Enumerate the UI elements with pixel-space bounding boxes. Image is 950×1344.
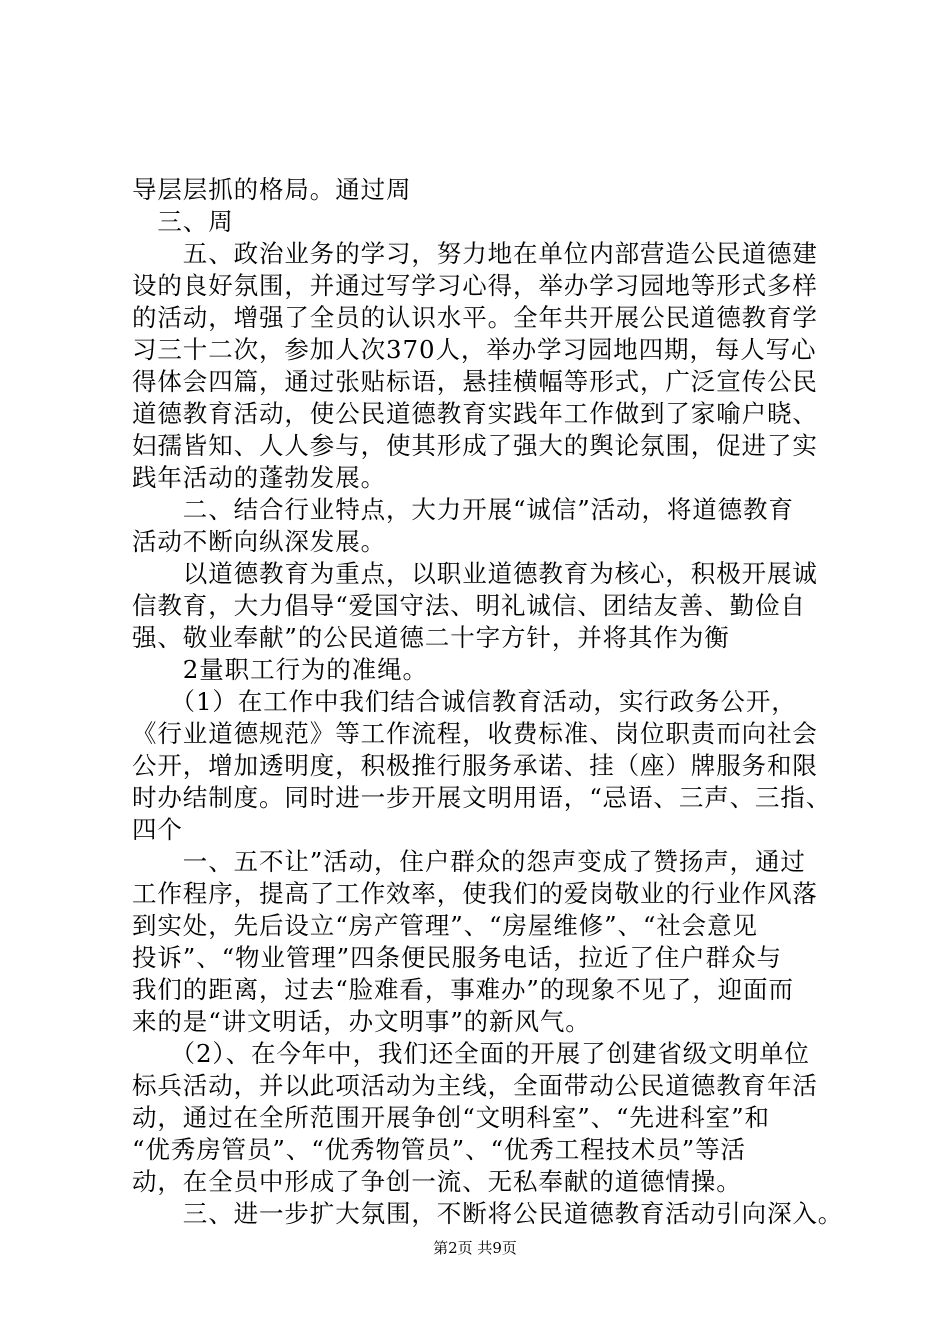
text-line: 四个 [132,815,183,844]
text-line: 三、进一步扩大氛围，不断将公民道德教育活动引向深入。 [132,1199,844,1228]
text-line: 到实处，先后设立“房产管理”、“房屋维修”、“社会意见 [132,911,758,940]
text-line: 习三十二次，参加人次370人，举办学习园地四期，每人写心 [132,335,817,364]
text-line: 我们的距离，过去“脸难看，事难办”的现象不见了，迎面而 [132,975,794,1004]
text-line: 得体会四篇，通过张贴标语，悬挂横幅等形式，广泛宣传公民 [132,367,818,396]
text-line: （1）在工作中我们结合诚信教育活动，实行政务公开， [132,687,797,716]
text-line: 一、五不让”活动，住户群众的怨声变成了赞扬声，通过 [132,847,806,876]
text-line: 2量职工行为的准绳。 [132,655,428,684]
text-line: 以道德教育为重点，以职业道德教育为核心，积极开展诚 [132,559,818,588]
text-line: 公开，增加透明度，积极推行服务承诺、挂（座）牌服务和限 [132,751,818,780]
text-line: 《行业道德规范》等工作流程，收费标准、岗位职责而向社会 [132,719,818,748]
text-line: 标兵活动，并以此项活动为主线，全面带动公民道德教育年活 [132,1071,818,1100]
text-line: “优秀房管员”、“优秀物管员”、“优秀工程技术员”等活 [132,1135,746,1164]
text-line: 妇孺皆知、人人参与，使其形成了强大的舆论氛围，促进了实 [132,431,818,460]
text-line: 活动不断向纵深发展。 [132,527,386,556]
text-line: 设的良好氛围，并通过写学习心得，举办学习园地等形式多样 [132,271,818,300]
text-line: 道德教育活动，使公民道德教育实践年工作做到了家喻户晓、 [132,399,818,428]
text-line: 来的是“讲文明话，办文明事”的新风气。 [132,1007,591,1036]
text-line: 三、周 [132,207,234,236]
text-line: 五、政治业务的学习，努力地在单位内部营造公民道德建 [132,239,818,268]
text-line: 动，通过在全所范围开展争创“文明科室”、“先进科室”和 [132,1103,770,1132]
text-line: 信教育，大力倡导“爱国守法、明礼诚信、团结友善、勤俭自 [132,591,806,620]
text-line: 二、结合行业特点，大力开展“诚信”活动，将道德教育 [132,495,794,524]
text-line: 时办结制度。同时进一步开展文明用语，“忌语、三声、三指、 [132,783,832,812]
text-line: 强、敬业奉献”的公民道德二十字方针，并将其作为衡 [132,623,730,652]
text-line: 动，在全员中形成了争创一流、无私奉献的道德情操。 [132,1167,742,1196]
text-line: 践年活动的蓬勃发展。 [132,463,386,492]
text-line: 导层层抓的格局。通过周 [132,175,412,204]
text-line: （2）、在今年中，我们还全面的开展了创建省级文明单位 [132,1039,810,1068]
text-line: 投诉”、“物业管理”四条便民服务电话，拉近了住户群众与 [132,943,782,972]
text-line: 的活动，增强了全员的认识水平。全年共开展公民道德教育学 [132,303,818,332]
page-number-footer: 第2页 共9页 [433,1239,517,1257]
text-line: 工作程序，提高了工作效率，使我们的爱岗敬业的行业作风落 [132,879,818,908]
